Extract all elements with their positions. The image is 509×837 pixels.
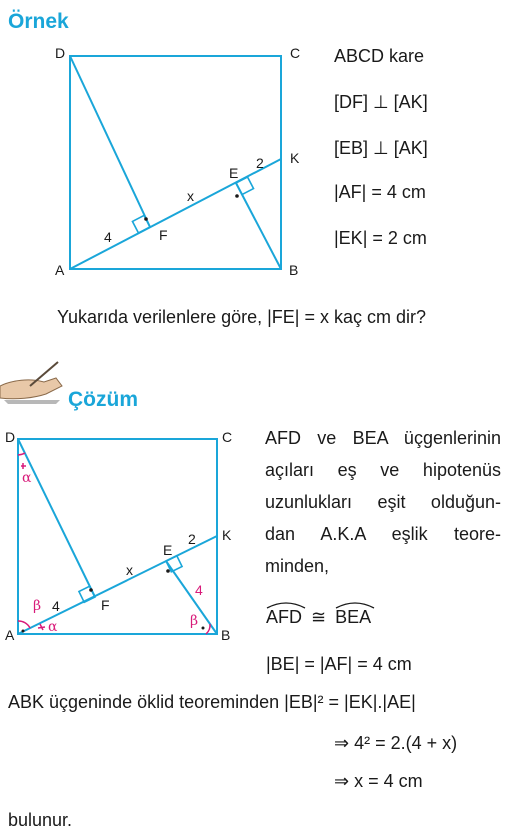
euclid-theorem-line: ABK üçgeninde öklid teoreminden |EB|² = |EK|.|AE| — [8, 692, 416, 712]
solution-paragraph-line-3: uzunlukları eşit olduğun- — [265, 492, 501, 512]
solution-point-c: C — [222, 429, 233, 445]
solution-step-1: ⇒ 4² = 2.(4 + x) — [334, 733, 458, 753]
solution-label-eb: 4 — [195, 582, 203, 598]
example-point-d: D — [55, 45, 66, 61]
congruence-statement — [266, 607, 371, 628]
solution-line-df — [18, 439, 95, 597]
solution-paragraph-line-4: dan A.K.A eşlik teore- — [265, 524, 501, 544]
example-point-c: C — [290, 45, 301, 61]
given-5: |EK| = 2 cm — [334, 228, 427, 248]
solution-label-ek: 2 — [188, 531, 196, 547]
solution-label-af: 4 — [52, 598, 60, 614]
solution-point-e: E — [163, 542, 173, 558]
solution-paragraph-line-2: açıları eş ve hipotenüs — [265, 460, 501, 480]
solution-step-2: ⇒ x = 4 cm — [334, 771, 423, 791]
example-point-f: F — [159, 227, 168, 243]
example-question: Yukarıda verilenlere göre, |FE| = x kaç cm dir? — [57, 307, 427, 327]
congruence-symbol: ≅ — [311, 607, 327, 627]
triangle-afd: AFD — [266, 607, 302, 628]
solution-conclusion: bulunur. — [8, 810, 73, 830]
angle-beta-a: β — [33, 598, 42, 614]
solution-paragraph-line-5: minden, — [265, 556, 330, 576]
example-heading: Örnek — [8, 10, 69, 33]
angle-alpha-a: α — [48, 619, 58, 635]
solution-point-d: D — [5, 429, 16, 445]
solution-paragraph-line-1: AFD ve BEA üçgenlerinin — [265, 428, 501, 448]
example-label-ek: 2 — [256, 155, 264, 171]
given-1: ABCD kare — [334, 46, 425, 66]
given-3: [EB] ⊥ [AK] — [334, 138, 428, 158]
solution-point-k: K — [222, 527, 232, 543]
example-point-e: E — [229, 165, 239, 181]
be-equals-af: |BE| = |AF| = 4 cm — [266, 654, 412, 674]
angle-beta-b: β — [190, 613, 199, 629]
solution-heading: Çözüm — [68, 388, 138, 411]
solution-point-b: B — [221, 627, 231, 643]
solution-label-fe: x — [126, 562, 133, 578]
example-label-af: 4 — [104, 229, 112, 245]
example-point-a: A — [55, 262, 65, 278]
triangle-bea: BEA — [335, 607, 371, 628]
example-label-fe: x — [187, 188, 194, 204]
example-point-b: B — [289, 262, 299, 278]
given-2: [DF] ⊥ [AK] — [334, 92, 428, 112]
solution-point-a: A — [5, 627, 15, 643]
example-point-k: K — [290, 150, 300, 166]
given-4: |AF| = 4 cm — [334, 182, 426, 202]
solution-point-f: F — [101, 597, 110, 613]
angle-alpha-d: α — [22, 470, 32, 486]
